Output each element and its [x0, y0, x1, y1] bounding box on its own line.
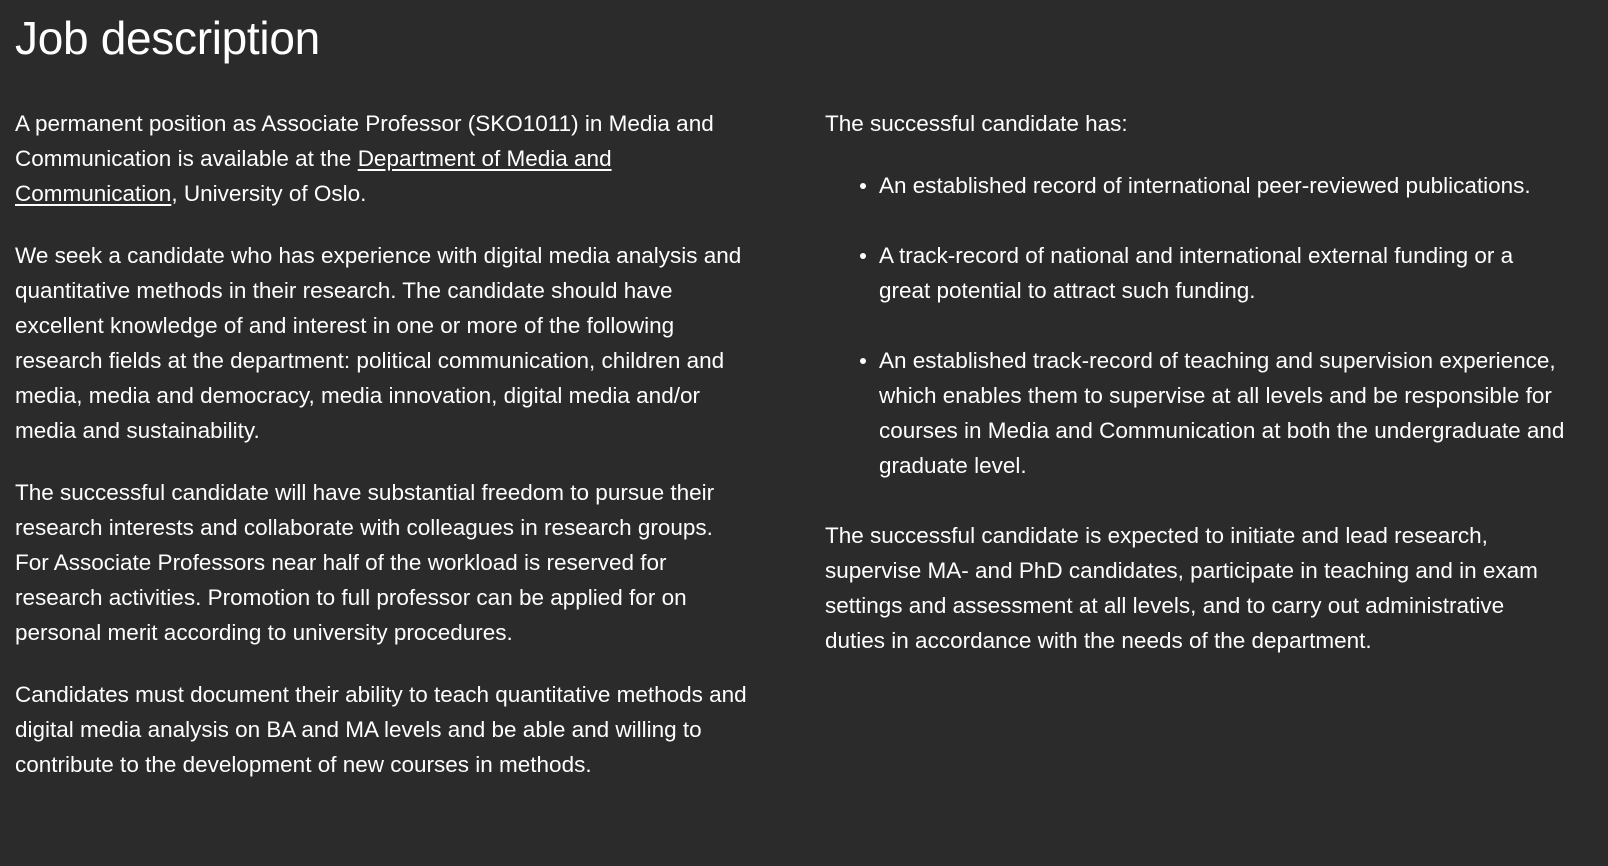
list-item: An established track-record of teaching and supervision experience, which enables them to supervise at all levels and be responsible for courses in Media and Communication at both the undergraduate and graduate level.	[879, 343, 1565, 483]
qualifications-heading: The successful candidate has:	[825, 111, 1128, 136]
page-title: Job description	[15, 12, 320, 64]
intro-text-start: A permanent position as Associate Professor (SKO1011) in Media and Communication is available at the	[15, 111, 714, 171]
qualifications-list	[825, 168, 1565, 483]
right-column	[825, 106, 1565, 685]
freedom-paragraph: The successful candidate will have substantial freedom to pursue their research interests and collaborate with colleagues in research groups. For Associate Professors near half of the workload is reserved for research activities. Promotion to full professor can be applied for on personal merit according to university procedures.	[15, 480, 715, 645]
intro-text-end: , University of Oslo.	[171, 181, 367, 206]
teaching-paragraph: Candidates must document their ability to teach quantitative methods and digital media analysis on BA and MA levels and be able and willing to contribute to the development of new courses in methods.	[15, 682, 747, 777]
research-paragraph: We seek a candidate who has experience with digital media analysis and quantitative methods in their research. The candidate should have excellent knowledge of and interest in one or more of the following research fields at the department: political communication, children and media, media and democracy, media innovation, digital media and/or media and sustainability.	[15, 243, 742, 443]
expectations-paragraph: The successful candidate is expected to initiate and lead research, supervise MA- and PhD candidates, participate in teaching and in exam settings and assessment at all levels, and to carry out administrative duties in accordance with the needs of the department.	[825, 523, 1538, 653]
department-link[interactable]: Department of Media and Communication	[15, 146, 612, 206]
left-column	[15, 106, 750, 809]
list-item: A track-record of national and international external funding or a great potential to attract such funding.	[879, 238, 1565, 308]
list-item: An established record of international peer-reviewed publications.	[879, 168, 1565, 203]
intro-paragraph	[15, 106, 750, 211]
